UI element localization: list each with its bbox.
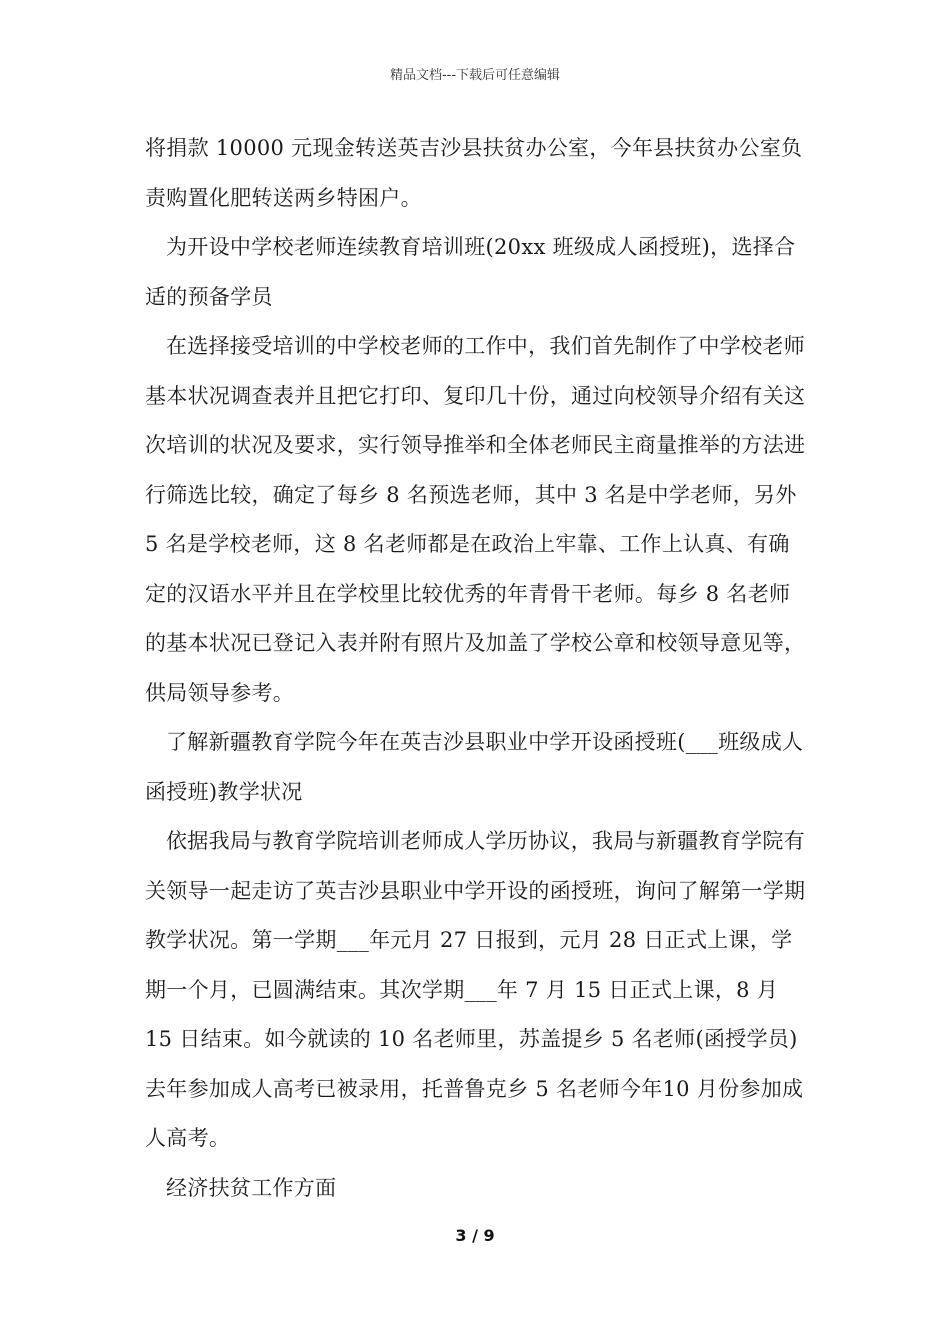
- paragraph-5: 依据我局与教育学院培训老师成人学历协议，我局与新疆教育学院有关领导一起走访了英吉沙县职业中学开设的函授班，询问了解第一学期教学状况。第一学期___年元月 27 日报到，元月 28 日正式上课，学期一个月，已圆满结束。其次学期___年 7 月 15 日正式上课，8 月 15 日结束。如今就读的 10 名老师里，苏盖提乡 5 名老师(函授学员)去年参加成人高考已被录用，托普鲁克乡 5 名老师今年10 月份参加成人高考。: [145, 829, 806, 1150]
- page-number: 3 / 9: [455, 1226, 495, 1245]
- paragraph-4: 了解新疆教育学院今年在英吉沙县职业中学开设函授班(___班级成人函授班)教学状况: [145, 730, 804, 804]
- page-header: 精品文档---下载后可任意编辑: [389, 68, 561, 83]
- paragraph-1: 将捐款 10000 元现金转送英吉沙县扶贫办公室，今年县扶贫办公室负责购置化肥转送两乡特困户。: [145, 136, 803, 210]
- paragraph-3: 在选择接受培训的中学校老师的工作中，我们首先制作了中学校老师基本状况调查表并且把它打印、复印几十份，通过向校领导介绍有关这次培训的状况及要求，实行领导推举和全体老师民主商量推举的方法进行筛选比较，确定了每乡 8 名预选老师，其中 3 名是中学老师，另外 5 名是学校老师，这 8 名老师都是在政治上牢靠、工作上认真、有确定的汉语水平并且在学校里比较优秀的年青骨干老师。每乡 8 名老师的基本状况已登记入表并附有照片及加盖了学校公章和校领导意见等，供局领导参考。: [145, 334, 806, 705]
- paragraph-2: 为开设中学校老师连续教育培训班(20xx 班级成人函授班)，选择合适的预备学员: [145, 235, 796, 309]
- paragraph-6: 经济扶贫工作方面: [166, 1175, 337, 1200]
- document-body: [145, 124, 810, 1213]
